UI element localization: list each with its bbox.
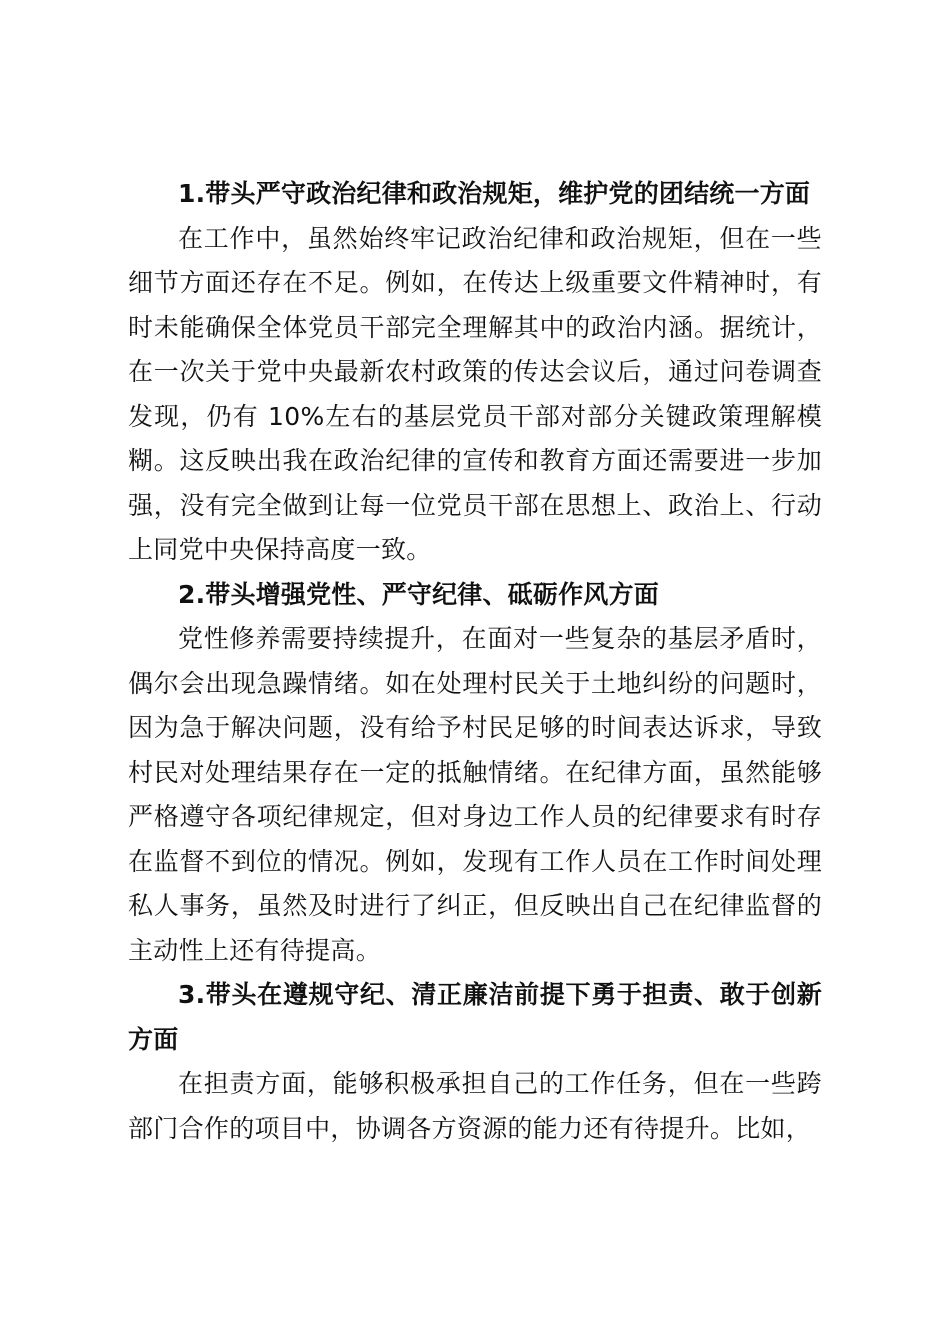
section-1-heading: 1.带头严守政治纪律和政治规矩，维护党的团结统一方面 xyxy=(178,179,811,208)
section-2-heading: 2.带头增强党性、严守纪律、砥砺作风方面 xyxy=(178,579,659,609)
document-page xyxy=(128,172,822,1151)
section-3-body: 在担责方面，能够积极承担自己的工作任务，但在一些跨部门合作的项目中，协调各方资源的能力还有待提升。比如， xyxy=(128,1069,822,1143)
section-3-heading: 3.带头在遵规守纪、清正廉洁前提下勇于担责、敢于创新方面 xyxy=(128,980,822,1054)
section-2-body: 党性修养需要持续提升，在面对一些复杂的基层矛盾时，偶尔会出现急躁情绪。如在处理村民关于土地纠纷的问题时，因为急于解决问题，没有给予村民足够的时间表达诉求，导致村民对处理结果存在一定的抵触情绪。在纪律方面，虽然能够严格遵守各项纪律规定，但对身边工作人员的纪律要求有时存在监督不到位的情况。例如，发现有工作人员在工作时间处理私人事务，虽然及时进行了纠正，但反映出自己在纪律监督的主动性上还有待提高。 xyxy=(128,624,822,965)
section-1-body: 在工作中，虽然始终牢记政治纪律和政治规矩，但在一些细节方面还存在不足。例如，在传达上级重要文件精神时，有时未能确保全体党员干部完全理解其中的政治内涵。据统计，在一次关于党中央最新农村政策的传达会议后，通过问卷调查发现，仍有 10%左右的基层党员干部对部分关键政策理解模糊。这反映出我在政治纪律的宣传和教育方面还需要进一步加强，没有完全做到让每一位党员干部在思想上、政治上、行动上同党中央保持高度一致。 xyxy=(128,223,822,564)
